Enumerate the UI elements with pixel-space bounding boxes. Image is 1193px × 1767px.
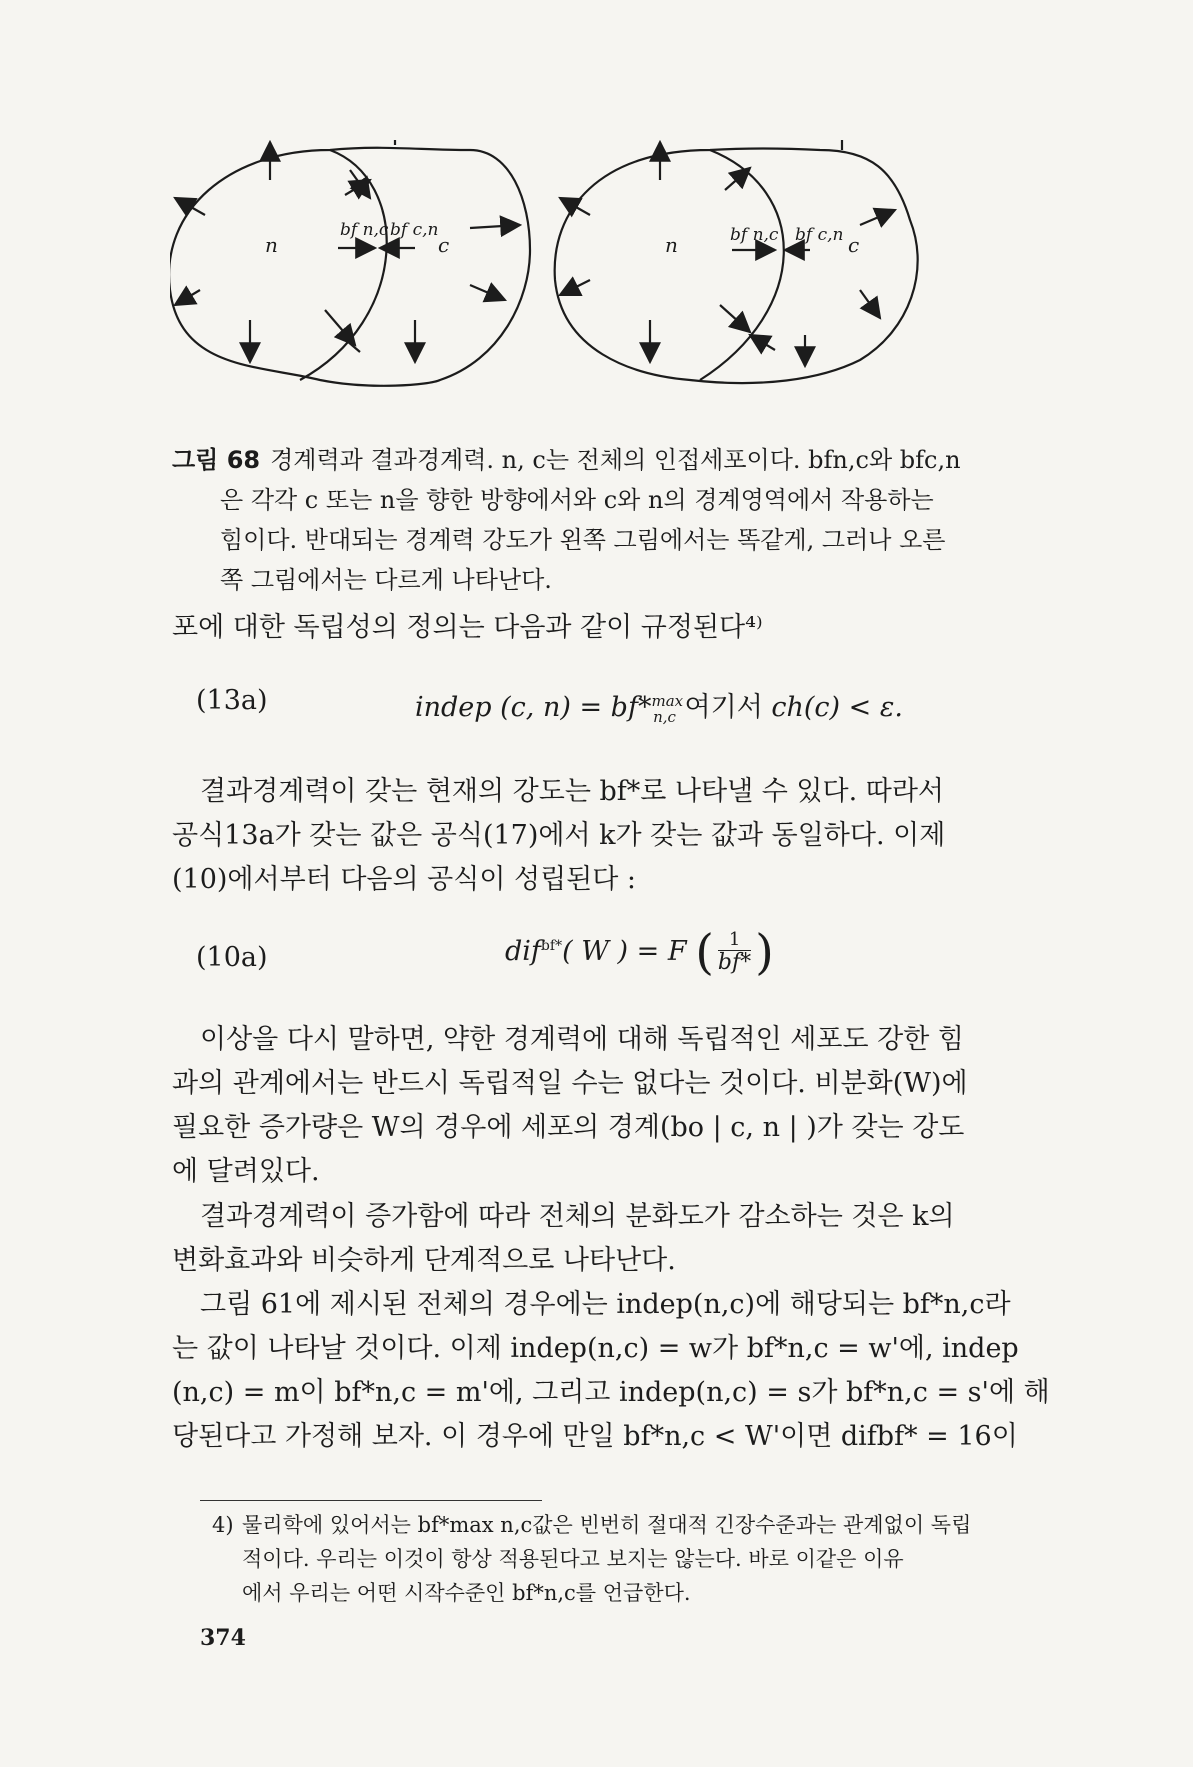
figure-label: 그림 68 [172,446,261,474]
equation-10a-mid: ( W ) = F [562,936,687,967]
equation-10a-sup: bf* [540,938,563,954]
equation-13a-rhs: ch(c) < ε. [771,692,903,723]
equation-10a-numerator: 1 [718,930,751,951]
footnote-line-1: 물리학에 있어서는 bf*max n,c값은 빈번히 절대적 긴장수준과는 관계없이 독립 [242,1513,972,1537]
paragraph-5-continued [172,1327,1072,1459]
footnote-line-3: 에서 우리는 어떤 시작수준인 bf*n,c를 언급한다. [242,1581,691,1605]
equation-10a-left-paren: ( [695,924,714,981]
caption-line-4: 쪽 그림에서는 다르게 나타난다. [220,566,552,594]
footnote-line-2: 적이다. 우리는 이것이 항상 적용된다고 보지는 않는다. 바로 이같은 이유 [242,1547,904,1571]
right-label-bf-cn: bf c,n [795,225,844,245]
equation-10a-fraction [718,930,751,975]
equation-10a [0,924,1193,990]
paragraph-3-line-1: 이상을 다시 말하면, 약한 경계력에 대해 독립적인 세포도 강한 힘 [200,1024,964,1055]
paragraph-2-line-2: 공식13a가 갖는 값은 공식(17)에서 k가 갖는 값과 동일하다. 이제 [172,820,946,851]
equation-13a [0,685,1193,725]
equation-13a-sub: n,c [653,708,676,727]
left-label-bf-nc: bf n,c [340,220,389,240]
caption-line-3: 힘이다. 반대되는 경계력 강도가 왼쪽 그림에서는 똑같게, 그러나 오른 [220,526,946,554]
footnote-4 [212,1508,1082,1610]
paragraph-3 [172,1018,1072,1194]
paragraph-2 [172,770,1072,902]
figure-right-diagram [555,140,918,383]
equation-10a-label: (10a) [196,942,268,973]
paragraph-5 [172,1283,1072,1327]
paragraph-3-line-2: 과의 관계에서는 반드시 독립적일 수는 없다는 것이다. 비분화(W)에 [172,1068,968,1099]
paragraph-4-line-2: 변화효과와 비슷하게 단계적으로 나타난다. [172,1245,676,1276]
equation-10a-right-paren: ) [755,924,774,981]
paragraph-2-line-1: 결과경계력이 갖는 현재의 강도는 bf*로 나타낼 수 있다. 따라서 [200,776,944,807]
left-label-c: c [438,233,450,257]
paragraph-4 [172,1195,1072,1283]
figure-caption [172,440,1072,600]
paragraph-4-line-1: 결과경계력이 증가함에 따라 전체의 분화도가 감소하는 것은 k의 [200,1201,955,1232]
paragraph-5-line-3: (n,c) = m이 bf*n,c = m'에, 그리고 indep(n,c) = s가 bf*n,c = s'에 해 [172,1377,1050,1408]
paragraph-3-line-4: 에 달려있다. [172,1156,320,1187]
left-label-bf-cn: bf c,n [390,220,439,240]
equation-10a-lhs: dif [505,936,541,967]
figure-68 [170,140,1050,445]
equation-13a-sup: max [651,692,684,710]
caption-line-2: 은 각각 c 또는 n을 향한 방향에서와 c와 n의 경계영역에서 작용하는 [220,486,934,514]
paragraph-3-line-3: 필요한 증가량은 W의 경우에 세포의 경계(bo | c, n | )가 갖는 강도 [172,1112,965,1143]
equation-13a-lhs: indep (c, n) = bf* [415,692,652,723]
page-number: 374 [200,1625,246,1651]
caption-line-1: 경계력과 결과경계력. n, c는 전체의 인접세포이다. bfn,c와 bfc,n [270,446,961,474]
footnote-number: 4) [212,1513,234,1537]
paragraph-5-line-2: 는 값이 나타날 것이다. 이제 indep(n,c) = w가 bf*n,c = w'에, indep [172,1333,1019,1364]
right-label-c: c [848,233,860,257]
paragraph-5-line-1: 그림 61에 제시된 전체의 경우에는 indep(n,c)에 해당되는 bf*n,c라 [200,1289,1011,1320]
paragraph-1-text: 포에 대한 독립성의 정의는 다음과 같이 규정된다⁴⁾ [172,612,763,643]
equation-10a-denominator: bf* [717,950,752,975]
right-label-bf-nc: bf n,c [730,225,779,245]
paragraph-5-line-4: 당된다고 가정해 보자. 이 경우에 만일 bf*n,c < W'이면 difbf* = 16이 [172,1421,1018,1452]
right-label-n: n [665,233,678,257]
equation-13a-body [415,685,903,726]
figure-left-diagram [170,140,530,386]
footnote-rule [200,1500,542,1501]
equation-13a-label: (13a) [196,685,268,716]
equation-10a-body [505,924,774,981]
paragraph-2-line-3: (10)에서부터 다음의 공식이 성립된다 : [172,864,636,895]
equation-13a-mid: 여기서 [675,692,772,723]
left-label-n: n [265,233,278,257]
paragraph-1 [172,606,1072,650]
